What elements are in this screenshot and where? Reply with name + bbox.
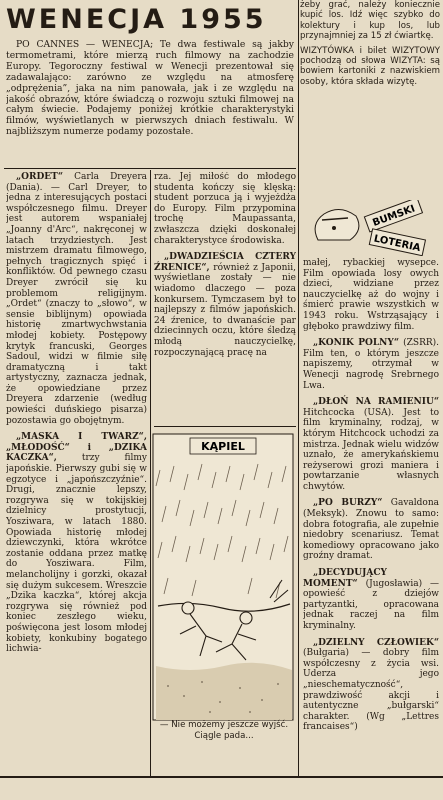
ad-paragraph-2: WIZYTÓWKA i bilet WIZYTOWY pochodzą od słowa WIZYTA: są bowiem kartoniki z nazwiskiem osoby, która składa wizytę. (300, 45, 440, 87)
lottery-illustration (300, 200, 440, 256)
article-lead (6, 40, 294, 164)
ad-paragraph-1: żeby grać, należy koniecznie kupić los. Idź więc szybko do kolektury i kup los, lub przynajmniej za 15 zł ćwiartkę. (300, 0, 440, 42)
entry-dzielny-czlowiek: „DZIELNY CZŁOWIEK“ (Bułgaria) — dobry film współczesny z życia wsi. Uderza jego „nieschematyczność“, prawdziwość akcji i autentyczne „bułgarski“ charakter. (Wg „Lettres francaises“) (303, 637, 439, 733)
article-column-2 (154, 172, 296, 424)
lead-paragraph: PO CANNES — WENECJA; Te dwa festiwale są jakby termometrami, które mierzą ruch filmowy na zachodzie Europy. Tegoroczny festiwal w Wenecji prezentował się zadawalająco: zarówno ze względu na atmosferę „odprężenia”, jaka na nim panowała, jak i ze względu na jakość obrazów, które świadczą o rozwoju sztuki filmowej na całym świecie. Podajemy poniżej krótkie charakterystyki filmów, wyświetlanych w pierwszych dniach festiwalu. W najbliższym numerze podamy pozostałe. (6, 40, 294, 138)
cartoon-title: KĄPIEL (201, 440, 245, 453)
entry-po-burzy: „PO BURZY“ Gavaldona (Meksyk). Znowu to samo: dobra fotografia, ale zupełnie niedobry scenariusz. Temat komediowy opracowano jako groźny dramat. (303, 498, 439, 562)
ad-logo-text: BUMSKI (371, 203, 417, 229)
entry-dzika-kaczka-cont: rza. Jej miłość do młodego studenta kończy się klęską: student porzuca ją i wyjeżdża do Europy. Film przypomina trochę Maupassanta, zwłaszcza dzięki doskonałej charakterystyce środowiska. (154, 172, 296, 246)
page-bottom-strip (0, 776, 443, 800)
entry-ordet: „ORDET“ Carla Dreyera (Dania). — Carl Dreyer, to jedna z interesujących postaci współczesnego filmu. Dreyer jest autorem wspaniałej „Joanny d'Arc“, nakręconej w latach trzydziestych. Jest mistrzem dramatu filmowego, pełnych tragicznych spięć i konfliktów. Od pewnego czasu Dreyer zwrócił się ku problemom religijnym. „Ordet“ (znaczy to „słowo“, w sensie biblijnym) opowiada historię zmartwychwstania młodej kobiety. Postępowy krytyk francuski, Georges Sadoul, widzi w filmie siłę dramatyczną i takt artystyczny, zaznacza jednak, że opowiedziane przez Dreyera zdarzenie (według powieści duńskiego pisarza) pozostawia go obojętnym. (6, 172, 147, 426)
ad-sign-text: LOTERIA (372, 233, 422, 255)
sidebar-ad (300, 0, 440, 200)
entry-24-zrenice: „DWADZIEŚCIA CZTERY ŹRENICE“, również z Japonii, wyświetlane zostały — nie wiadomo dlaczego — poza konkursem. Tymczasem był to najlepszy z filmów japońskich. 24 źrenice, to dwanaście par dziecinnych oczu, które śledzą młodą nauczycielkę, rozpoczynającą pracę na (154, 252, 296, 358)
article-title: WENECJA 1955 (6, 4, 267, 35)
entry-dlon-na-ramieniu: „DŁOŃ NA RAMIENIU“ Hitchcocka (USA). Jest to film kryminalny, rodzaj, w którym Hitchcock uchodzi za mistrza. Jednak wielu widzów uznało, że amerykańskiemu reżyserowi grozi maniera i powtarzanie własnych chwytów. (303, 397, 439, 492)
article-column-1 (6, 172, 147, 774)
entry-24-zrenice-cont: małej, rybackiej wysepce. Film opowiada losy owych dzieci, widziane przez nauczycielkę aż do wojny i śmierć prawie wszystkich w 1943 roku. Wstrząsający i głęboko prawdziwy film. (303, 258, 439, 332)
entry-decydujacy-moment: „DECYDUJĄCY MOMENT“ (Jugosławia) — opowieść z dziejów partyzantki, opracowana jednak raczej na film kryminalny. (303, 568, 439, 631)
cartoon-caption: — Nie możemy jeszcze wyjść. Ciągle pada... (159, 720, 289, 741)
entry-japanese-films: „MASKA I TWARZ“, „MŁODOŚĆ“ i „DZIKA KACZKA“, trzy filmy japońskie. Pierwszy gubi się w egzotyce i „japońszczyźnie“. Drugi, znacznie lepszy, rozgrywa się w tokijskiej dzielnicy prostytucji, Yosziwara, w latach 1880. Opowiada historię młodej dziewczynki, która wkrótce zostanie oddana przez matkę do Yosziwara. Film, melancholijny i gorzki, okazał się dużym sukcesem. Wreszcie „Dzika kaczka“, której akcja rozgrywa się również pod koniec zeszłego wieku, poświęcona jest losom młodej kobiety, konkubiny bogatego lichwia- (6, 432, 147, 655)
cartoon-top-rule (154, 426, 296, 427)
lead-divider (4, 168, 296, 169)
entry-konik-polny: „KONIK POLNY“ (ZSRR). Film ten, o którym jeszcze napiszemy, otrzymał w Wenecji nagrodę Srebrnego Lwa. (303, 338, 439, 391)
column-divider-2 (298, 0, 299, 776)
article-column-3 (303, 258, 439, 770)
